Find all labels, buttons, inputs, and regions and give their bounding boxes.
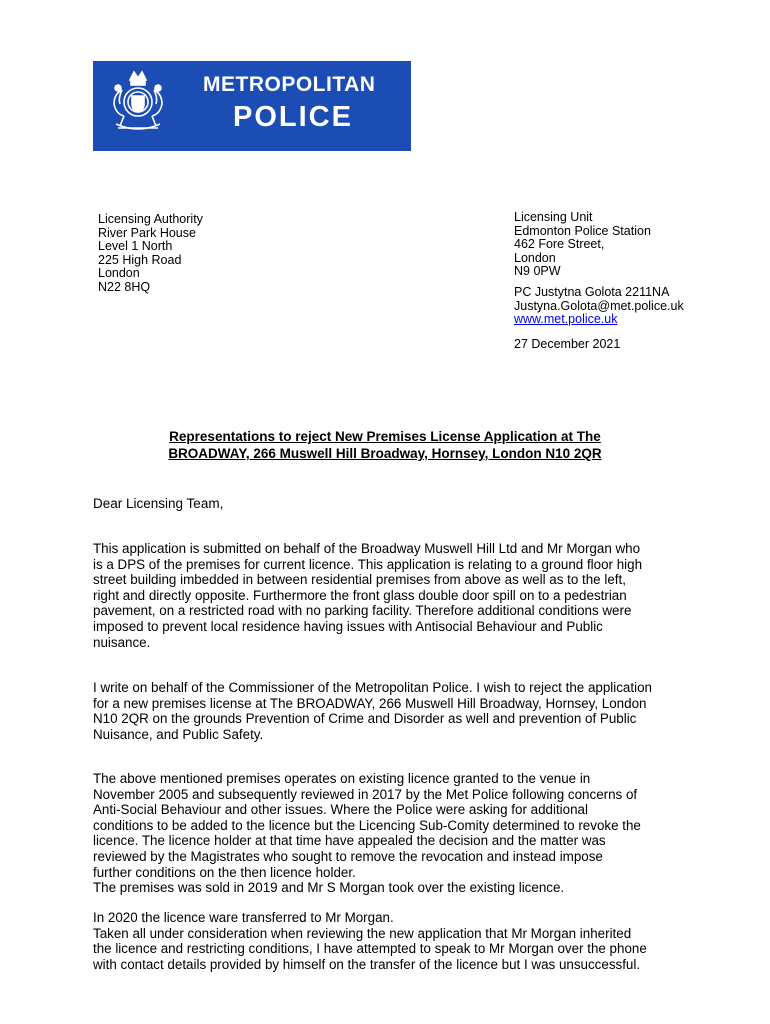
title-line-2: BROADWAY, 266 Muswell Hill Broadway, Hornsey, London N10 2QR bbox=[168, 446, 602, 461]
paragraph-line: N10 2QR on the grounds Prevention of Crime and Disorder as well and prevention of Public bbox=[93, 711, 637, 727]
paragraph-line: licence. The licence holder at that time have appealed the decision and the matter was bbox=[93, 833, 606, 849]
paragraph-2 bbox=[93, 680, 693, 742]
officer-name: PC Justytna Golota 2211NA bbox=[514, 284, 670, 299]
officer-email: Justyna.Golota@met.police.uk bbox=[514, 298, 684, 313]
address-line: 462 Fore Street, bbox=[514, 237, 605, 252]
paragraph-line: The above mentioned premises operates on existing licence granted to the venue in bbox=[93, 771, 591, 786]
paragraph-line: November 2005 and subsequently reviewed in 2017 by the Met Police following concerns of bbox=[93, 786, 638, 802]
address-line: Licensing Authority bbox=[98, 212, 203, 226]
paragraph-line: nuisance. bbox=[93, 634, 151, 650]
paragraph-line: with contact details provided by himself on the transfer of the licence but I was unsuccessful. bbox=[93, 956, 641, 972]
royal-crest-icon bbox=[98, 66, 178, 146]
address-line: Licensing Unit bbox=[514, 210, 593, 224]
paragraph-line: Nuisance, and Public Safety. bbox=[93, 726, 264, 742]
met-police-logo bbox=[93, 61, 411, 151]
sender-address bbox=[514, 211, 684, 327]
website-link[interactable]: www.met.police.uk bbox=[514, 312, 618, 327]
paragraph-line: right and directly opposite. Furthermore the front glass double door spill on to a pedestrian bbox=[93, 587, 627, 603]
address-line: 225 High Road bbox=[98, 252, 182, 267]
paragraph-line: Anti-Social Behaviour and other issues. Where the Police were asking for additional bbox=[93, 802, 588, 818]
paragraph-line: In 2020 the licence ware transferred to Mr Morgan. bbox=[93, 910, 394, 925]
title-line-1: Representations to reject New Premises License Application at The bbox=[169, 429, 601, 444]
paragraph-4 bbox=[93, 910, 693, 972]
paragraph-line: Taken all under consideration when reviewing the new application that Mr Morgan inherited bbox=[93, 925, 632, 941]
logo-line-1: METROPOLITAN bbox=[203, 73, 376, 96]
paragraph-line: imposed to prevent local residence having issues with Antisocial Behaviour and Public bbox=[93, 618, 603, 634]
salutation: Dear Licensing Team, bbox=[93, 496, 224, 511]
paragraph-line: street building imbedded in between residential premises from above as well as to the left, bbox=[93, 572, 626, 588]
letter-date: 27 December 2021 bbox=[514, 337, 621, 351]
paragraph-line: This application is submitted on behalf of the Broadway Muswell Hill Ltd and Mr Morgan who bbox=[93, 541, 641, 556]
paragraph-line: pavement, on a restricted road with no parking facility. Therefore additional conditions were bbox=[93, 603, 632, 619]
paragraph-line: for a new premises license at The BROADWAY, 266 Muswell Hill Broadway, Hornsey, London bbox=[93, 695, 647, 711]
address-line: River Park House bbox=[98, 225, 196, 240]
paragraph-line: conditions to be added to the licence but the Licencing Sub-Comity determined to revoke the bbox=[93, 817, 641, 833]
paragraph-line: reviewed by the Magistrates who sought to remove the revocation and instead impose bbox=[93, 848, 603, 864]
address-line: N9 0PW bbox=[514, 264, 561, 279]
address-line: London bbox=[514, 250, 556, 265]
recipient-address bbox=[98, 213, 203, 295]
address-line: Edmonton Police Station bbox=[514, 223, 651, 238]
paragraph-line: is a DPS of the premises for current licence. This application is relating to a ground floor high bbox=[93, 556, 643, 572]
paragraph-line: further conditions on the then licence holder. bbox=[93, 864, 356, 880]
paragraph-1 bbox=[93, 541, 693, 650]
address-line: Level 1 North bbox=[98, 239, 173, 254]
paragraph-line: The premises was sold in 2019 and Mr S Morgan took over the existing licence. bbox=[93, 880, 565, 896]
paragraph-line: I write on behalf of the Commissioner of the Metropolitan Police. I wish to reject the application bbox=[93, 680, 652, 695]
letter-title bbox=[100, 428, 670, 462]
address-line: N22 8HQ bbox=[98, 279, 151, 294]
address-line: London bbox=[98, 266, 140, 281]
paragraph-line: the licence and restricting conditions, I have attempted to speak to Mr Morgan over the phone bbox=[93, 941, 647, 957]
logo-line-2: POLICE bbox=[233, 101, 353, 133]
paragraph-3 bbox=[93, 771, 693, 896]
